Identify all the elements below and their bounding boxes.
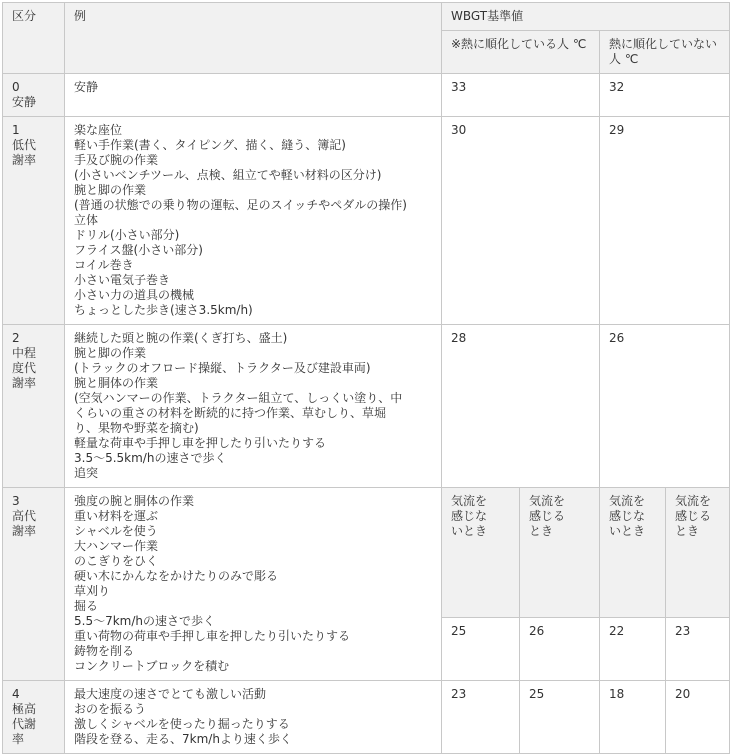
category-cell: 0 安静 <box>3 74 65 117</box>
category-cell: 4 極高 代謝 率 <box>3 681 65 754</box>
value-acclimated: 30 <box>442 117 600 325</box>
header-row <box>3 3 730 31</box>
category-cell: 2 中程 度代 謝率 <box>3 325 65 488</box>
value-not-acclimated-no-air: 18 <box>600 681 666 754</box>
table-row <box>3 488 730 618</box>
header-wbgt: WBGT基準値 <box>442 3 730 31</box>
table-row <box>3 117 730 325</box>
value-acclimated-air: 25 <box>520 681 600 754</box>
value-not-acclimated: 26 <box>600 325 730 488</box>
header-example: 例 <box>65 3 442 74</box>
example-cell: 強度の腕と胴体の作業 重い材料を運ぶ シャベルを使う 大ハンマー作業 のこぎりをひく 硬い木にかんなをかけたりのみで彫る 草刈り 掘る 5.5～7km/hの速さで歩く 重い荷物の荷車や手押し車を押したり引いたりする 鋳物を削る コンクリートブロックを積む <box>65 488 442 681</box>
header-category: 区分 <box>3 3 65 74</box>
table-row <box>3 325 730 488</box>
example-cell: 継続した頭と腕の作業(くぎ打ち、盛土) 腕と脚の作業 (トラックのオフロード操縦、トラクター及び建設車両) 腕と胴体の作業 (空気ハンマーの作業、トラクター組立て、しっくい塗り、中 くらいの重さの材料を断続的に持つ作業、草むしり、草堀 り、果物や野菜を摘む) 軽量な荷車や手押し車を押したり引いたりする 3.5～5.5km/hの速さで歩く 追突 <box>65 325 442 488</box>
value-acclimated-no-air: 25 <box>442 618 520 681</box>
value-not-acclimated: 29 <box>600 117 730 325</box>
airflow-label-no-air: 気流を 感じな いとき <box>600 488 666 618</box>
airflow-label-air: 気流を 感じる とき <box>520 488 600 618</box>
category-cell: 3 高代 謝率 <box>3 488 65 681</box>
table-row <box>3 74 730 117</box>
wbgt-table <box>2 2 730 754</box>
value-acclimated: 28 <box>442 325 600 488</box>
airflow-label-no-air: 気流を 感じな いとき <box>442 488 520 618</box>
value-acclimated-no-air: 23 <box>442 681 520 754</box>
airflow-label-air: 気流を 感じる とき <box>666 488 730 618</box>
value-not-acclimated-no-air: 22 <box>600 618 666 681</box>
category-cell: 1 低代 謝率 <box>3 117 65 325</box>
value-acclimated: 33 <box>442 74 600 117</box>
example-cell: 安静 <box>65 74 442 117</box>
example-cell: 最大速度の速さでとても激しい活動 おのを振るう 激しくシャベルを使ったり掘ったりする 階段を登る、走る、7km/hより速く歩く <box>65 681 442 754</box>
value-not-acclimated-air: 23 <box>666 618 730 681</box>
value-not-acclimated-air: 20 <box>666 681 730 754</box>
value-not-acclimated: 32 <box>600 74 730 117</box>
example-cell: 楽な座位 軽い手作業(書く、タイピング、描く、縫う、簿記) 手及び腕の作業 (小さいベンチツール、点検、組立てや軽い材料の区分け) 腕と脚の作業 (普通の状態での乗り物の運転、足のスイッチやペダルの操作) 立体 ドリル(小さい部分) フライス盤(小さい部分) コイル巻き 小さい電気子巻き 小さい力の道具の機械 ちょっとした歩き(速さ3.5km/h) <box>65 117 442 325</box>
header-not-acclimated: 熱に順化していない人 ℃ <box>600 31 730 74</box>
value-acclimated-air: 26 <box>520 618 600 681</box>
header-acclimated: ※熱に順化している人 ℃ <box>442 31 600 74</box>
